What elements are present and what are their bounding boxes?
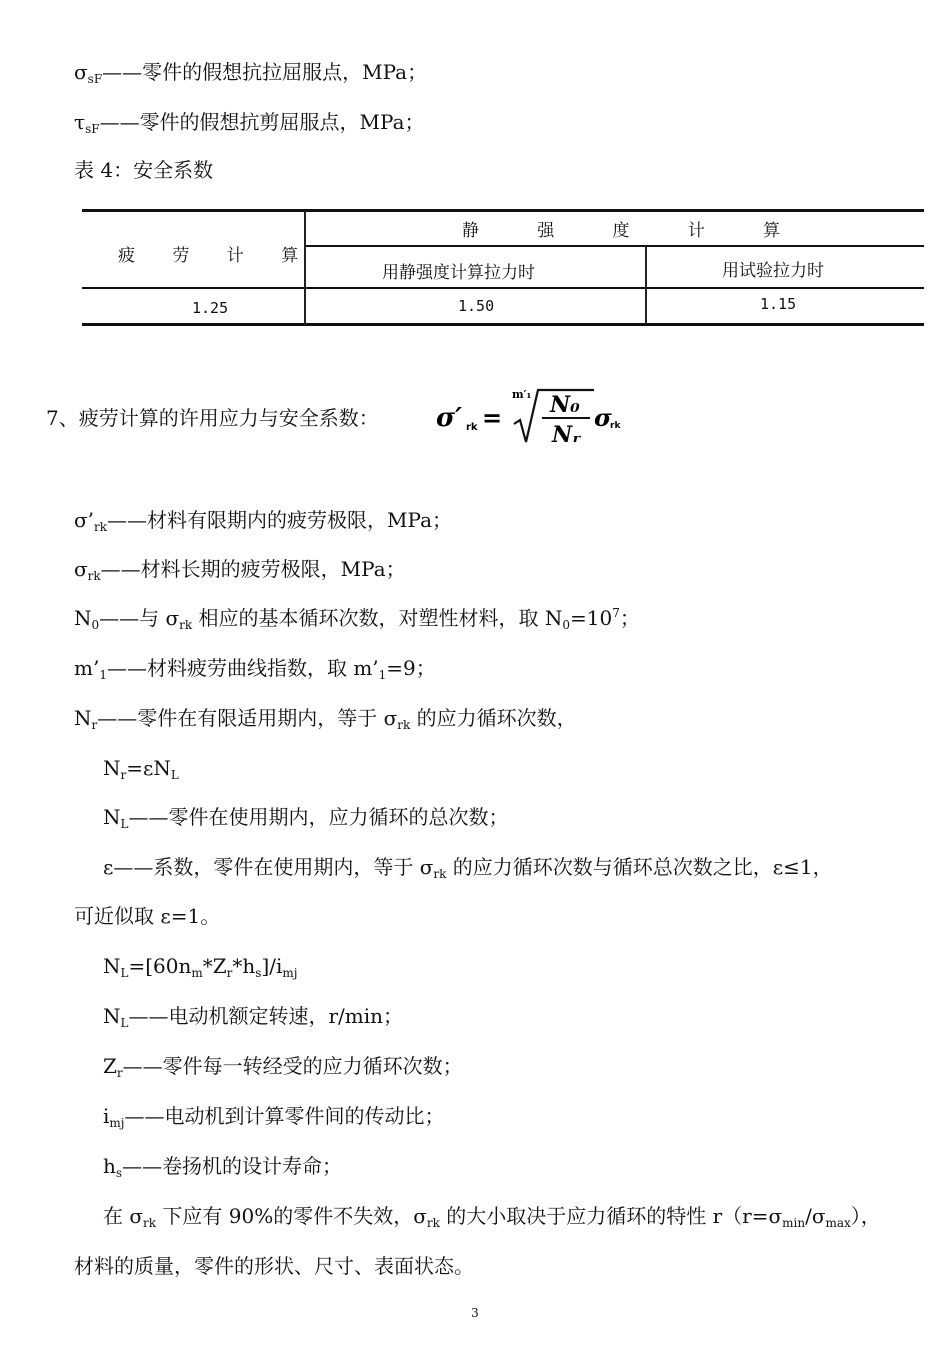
def-sigma-sF: $\sigma_{sF}——$零件的假想抗拉屈服点，MPa； bbox=[74, 60, 428, 86]
def-Nr: $N_r——$零件在有限适用期内，等于 $\sigma_{rk}$ 的应力循环次数， bbox=[74, 706, 577, 732]
section-7-title: 7、疲劳计算的许用应力与安全系数： bbox=[46, 406, 379, 430]
def-NL: $N_L——$零件在使用期内，应力循环的总次数； bbox=[103, 805, 509, 831]
formula-lhs-sub: rk bbox=[466, 422, 478, 433]
page-number: 3 bbox=[471, 1306, 479, 1320]
value-test: 1.15 bbox=[760, 295, 797, 313]
def-sigma-rk-prime: $\sigma’_{rk}——$材料有限期内的疲劳极限，MPa； bbox=[74, 508, 452, 534]
value-static: 1.50 bbox=[458, 297, 495, 315]
def-NL-speed: $N_L——$电动机额定转速，r/min； bbox=[103, 1004, 404, 1030]
table-col-divider-1 bbox=[304, 211, 306, 325]
formula-equals: = bbox=[482, 403, 503, 432]
header-static-strength: 静 强 度 计 算 bbox=[462, 221, 780, 241]
fatigue-limit-formula bbox=[434, 382, 644, 450]
value-fatigue: 1.25 bbox=[192, 299, 229, 317]
table-caption: 表 4：安全系数 bbox=[74, 158, 214, 182]
table-col-divider-2 bbox=[645, 246, 647, 324]
table-group-rule bbox=[304, 245, 924, 247]
formula-rhs-sub: rk bbox=[610, 421, 621, 431]
def-sigma-rk: $\sigma_{rk}——$材料长期的疲劳极限，MPa； bbox=[74, 557, 406, 583]
table-top-rule bbox=[82, 209, 924, 212]
def-N0: $N_0——$与 $\sigma_{rk}$ 相应的基本循环次数，对塑性材料，取 $N_0=10^7$； bbox=[74, 606, 640, 632]
safety-factor-table bbox=[82, 203, 924, 331]
header-test-pull: 用试验拉力时 bbox=[722, 261, 824, 281]
def-Zr: $Z_r——$零件每一转经受的应力循环次数； bbox=[103, 1054, 463, 1080]
def-epsilon: ε——系数，零件在使用期内，等于 $\sigma_{rk}$ 的应力循环次数与循环总次数之比，ε≤1， bbox=[103, 855, 833, 881]
header-fatigue-calc: 疲 劳 计 算 bbox=[118, 246, 315, 266]
header-static-pull: 用静强度计算拉力时 bbox=[382, 263, 535, 283]
formula-numerator: N₀ bbox=[550, 392, 580, 418]
eq-NL: $N_L=[60n_m*Z_r*h_s]/i_{mj}$ bbox=[103, 954, 298, 980]
formula-root-index: m′₁ bbox=[512, 388, 532, 401]
def-epsilon-cont: 可近似取 ε=1。 bbox=[74, 904, 221, 928]
table-header-rule bbox=[82, 287, 924, 289]
paragraph-sigma-rk: 在 $\sigma_{rk}$ 下应有 90%的零件不失效，$\sigma_{rk}$ 的大小取决于应力循环的特性 $r(r=\sigma_{min}/\sigma_{max})$， bbox=[103, 1204, 881, 1230]
formula-rhs: σ bbox=[594, 403, 612, 432]
def-tau-sF: $\tau_{sF}——$零件的假想抗剪屈服点，MPa； bbox=[74, 110, 425, 136]
def-m1: $m’_1——$材料疲劳曲线指数，取 $m’_1=9$； bbox=[74, 656, 436, 682]
def-imj: $i_{mj}——$电动机到计算零件间的传动比； bbox=[103, 1104, 445, 1130]
formula-lhs: σ′ bbox=[436, 403, 463, 433]
formula-denominator: Nᵣ bbox=[552, 422, 582, 448]
eq-Nr: $N_r=\varepsilon N_L$ bbox=[103, 756, 179, 782]
def-hs: $h_s——$卷扬机的设计寿命； bbox=[103, 1154, 343, 1180]
paragraph-sigma-rk-cont: 材料的质量，零件的形状、尺寸、表面状态。 bbox=[74, 1254, 474, 1278]
table-bottom-rule bbox=[82, 323, 924, 326]
